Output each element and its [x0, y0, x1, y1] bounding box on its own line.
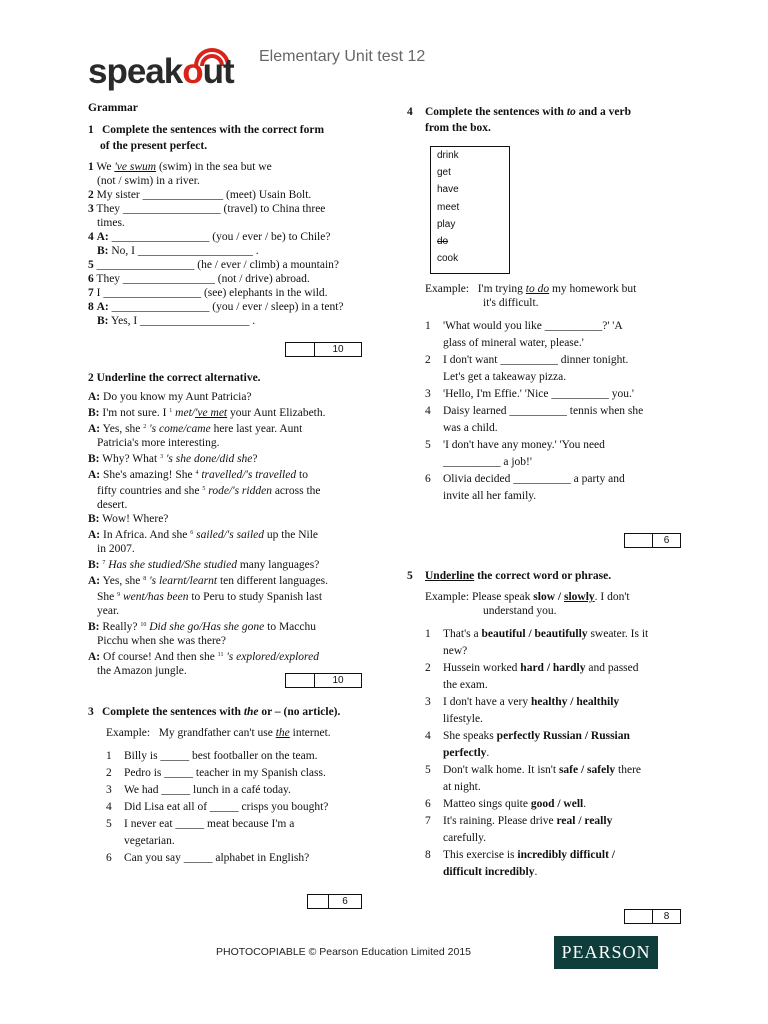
- word-play: play: [437, 218, 456, 230]
- q1-item-5: 5 _________________ (he / ever / climb) a mountain?: [88, 259, 340, 271]
- word-get: get: [437, 167, 451, 179]
- q3-item-6: 6 Can you say _____ alphabet in English?: [106, 852, 310, 864]
- q4-items: 1 'What would you like __________?' 'A glass of mineral water, please.' 2 I don't want __________ dinner tonight. Let's get a takeaway pizza. 3 'Hello, I'm Effie.' 'Nice __________ you.' 4 Daisy learned __________ tennis when she was a child. 5 'I don't have any money.' 'You need __________ a job!' 6 Olivia decided __________ a party and invite all her family.: [425, 318, 680, 505]
- q4-heading: 4 Complete the sentences with to and a verb from the box.: [407, 106, 632, 134]
- q3-items: 1 Billy is _____ best footballer on the team. 2 Pedro is _____ teacher in my Spanish class. 3 We had _____ lunch in a café today. 4 Did Lisa eat all of _____ crisps you bought? 5 I never eat _____ meat because I'm a vegetarian. 6 Can you say _____ alphabet in English?: [88, 748, 362, 867]
- q1-item-1: 1 We 've swum (swim) in the sea but we: [88, 161, 272, 173]
- q3-score-box[interactable]: 6: [307, 894, 362, 909]
- q4-item-2: 2 I don't want __________ dinner tonight.: [425, 354, 629, 366]
- q1-item-3: 3 They _________________ (travel) to China three: [88, 203, 326, 215]
- q5-heading: 5 Underline the correct word or phrase.: [407, 570, 612, 582]
- left-column: [88, 100, 362, 328]
- q3-heading: 3 Complete the sentences with the or – (no article).: [88, 706, 341, 718]
- q3-item-2: 2 Pedro is _____ teacher in my Spanish class.: [106, 767, 326, 779]
- word-drink: drink: [437, 150, 459, 161]
- q1-item-8b: B: Yes, I ___________________ .: [97, 315, 256, 327]
- q5-item-3: 3 I don't have a very healthy / healthily: [425, 696, 620, 708]
- grammar-label: Grammar: [88, 102, 138, 114]
- q5-item-2: 2 Hussein worked hard / hardly and passed: [425, 662, 639, 674]
- q1-score-box[interactable]: 10: [285, 342, 362, 357]
- word-do: do: [437, 235, 449, 247]
- q5-item-7: 7 It's raining. Please drive real / really: [425, 815, 613, 827]
- q3-section: [88, 704, 362, 867]
- q4-item-1: 1 'What would you like __________?' 'A: [425, 320, 623, 332]
- q4-item-4: 4 Daisy learned __________ tennis when she: [425, 405, 644, 417]
- q5-items: 1 That's a beautiful / beautifully sweater. Is it new? 2 Hussein worked hard / hardly and passed the exam. 3 I don't have a very healthy / healthily lifestyle. 4 She speaks perfectly Russian / Russian perfectly. 5 Don't walk home. It isn't safe / safely there at night. 6 Matteo sings quite good / well. 7 It's raining. Please drive real / really carefully. 8 This exercise is incredibly difficult / difficult incredibly.: [407, 626, 682, 881]
- word-have: have: [437, 184, 459, 196]
- verb-word-box: [430, 146, 510, 274]
- q5-item-8: 8 This exercise is incredibly difficult /: [425, 849, 615, 861]
- q4-item-6: 6 Olivia decided __________ a party and: [425, 473, 625, 485]
- q3-example: Example: My grandfather can't use the internet.: [106, 727, 331, 739]
- speakout-logo: speakout: [88, 44, 258, 94]
- word-cook: cook: [437, 253, 459, 265]
- q4-item-3: 3 'Hello, I'm Effie.' 'Nice __________ you.': [425, 388, 634, 400]
- q5-item-5: 5 Don't walk home. It isn't safe / safely there: [425, 764, 642, 776]
- q5-score-box[interactable]: 8: [624, 909, 681, 924]
- q1-item-6: 6 They ________________ (not / drive) abroad.: [88, 273, 310, 285]
- q4-example: Example: I'm trying to do my homework but: [425, 283, 637, 295]
- q2-section: 2 Underline the correct alternative. A: Do you know my Aunt Patricia? B: I'm not sure. I $^1$ met/'ve met your Aunt Elizabeth. A: Yes, she $^2$ 's come/came here last year. Aunt Patricia's more interesting. B: Why? What $^3$ 's she done/did she? A: She's amazing! She $^4$ travelled/'s travelled to fifty countries and she $^5$ rode/'s ridden across the desert. B: Wow! Where? A: In Africa. And she $^6$ sailed/'s sailed up the Nile in 2007. B: $^7$ Has she studied/She studied many languages? A: Yes, she $^8$ 's learnt/learnt ten different languages. She $^9$ went/has been to Peru to study Spanish last year. B: Really? $^{10}$ Did she go/Has she gone to Macchu Picchu when she was there? A: Of course! And then she $^{11}$ 's explored/explored the Amazon jungle.: [88, 370, 362, 678]
- q4-body: Example: I'm trying to do my homework but it's difficult. 1 'What would you like __________?' 'A glass of mineral water, please.' 2 I don't want __________ dinner tonight. Let's get a takeaway pizza. 3 'Hello, I'm Effie.' 'Nice __________ you.' 4 Daisy learned __________ tennis when she was a child. 5 'I don't have any money.' 'You need __________ a job!' 6 Olivia decided __________ a party and invite all her family.: [425, 282, 680, 505]
- q5-item-4: 4 She speaks perfectly Russian / Russian: [425, 730, 630, 742]
- q1-item-4b: B: No, I ____________________ .: [97, 245, 259, 257]
- q2-score-box[interactable]: 10: [285, 673, 362, 688]
- copyright-footer: PHOTOCOPIABLE © Pearson Education Limited 2015: [216, 946, 472, 958]
- q1-item-7: 7 I _________________ (see) elephants in the wild.: [88, 287, 328, 299]
- q4-section: [407, 104, 677, 136]
- q1-item-2: 2 My sister ______________ (meet) Usain Bolt.: [88, 189, 312, 201]
- q4-item-5: 5 'I don't have any money.' 'You need: [425, 439, 605, 451]
- q3-item-3: 3 We had _____ lunch in a café today.: [106, 784, 291, 796]
- q1-item-4a: 4 A: _________________ (you / ever / be) to Chile?: [88, 231, 331, 243]
- q1-items: 1 We 've swum (swim) in the sea but we (not / swim) in a river. 2 My sister ______________ (meet) Usain Bolt. 3 They _________________ (travel) to China three times. 4 A: _________________ (you / ever / be) to Chile? B: No, I ____________________ . 5 _________________ (he / ever / climb) a mountain? 6 They ________________ (not / drive) abroad. 7 I _________________ (see) elephants in the wild. 8 A: _________________ (you / ever / sleep) in a tent? B: Yes, I ___________________ .: [88, 160, 362, 328]
- q1-heading: 1 Complete the sentences with the correct form of the present perfect.: [88, 124, 325, 152]
- unit-title: Elementary Unit test 12: [259, 48, 426, 65]
- q5-section: 5 Underline the correct word or phrase. Example: Please speak slow / slowly. I don't understand you. 1 That's a beautiful / beautifully sweater. Is it new? 2 Hussein worked hard / hardly and passed the exam. 3 I don't have a very healthy / healthily lifestyle. 4 She speaks perfectly Russian / Russian perfectly. 5 Don't walk home. It isn't safe / safely there at night. 6 Matteo sings quite good / well. 7 It's raining. Please drive real / really carefully. 8 This exercise is incredibly difficult / difficult incredibly.: [407, 568, 682, 881]
- q5-example: Example: Please speak slow / slowly. I don't: [425, 591, 630, 603]
- pearson-logo: PEARSON: [554, 936, 658, 969]
- q3-item-5: 5 I never eat _____ meat because I'm a: [106, 818, 295, 830]
- q2-heading: 2 Underline the correct alternative.: [88, 372, 261, 384]
- q5-item-1: 1 That's a beautiful / beautifully sweater. Is it: [425, 628, 649, 640]
- q5-item-6: 6 Matteo sings quite good / well.: [425, 798, 587, 810]
- word-meet: meet: [437, 201, 460, 213]
- q4-score-box[interactable]: 6: [624, 533, 681, 548]
- q1-item-8a: 8 A: _________________ (you / ever / sleep) in a tent?: [88, 301, 344, 313]
- q3-item-1: 1 Billy is _____ best footballer on the team.: [106, 750, 318, 762]
- q3-item-4: 4 Did Lisa eat all of _____ crisps you bought?: [106, 801, 329, 813]
